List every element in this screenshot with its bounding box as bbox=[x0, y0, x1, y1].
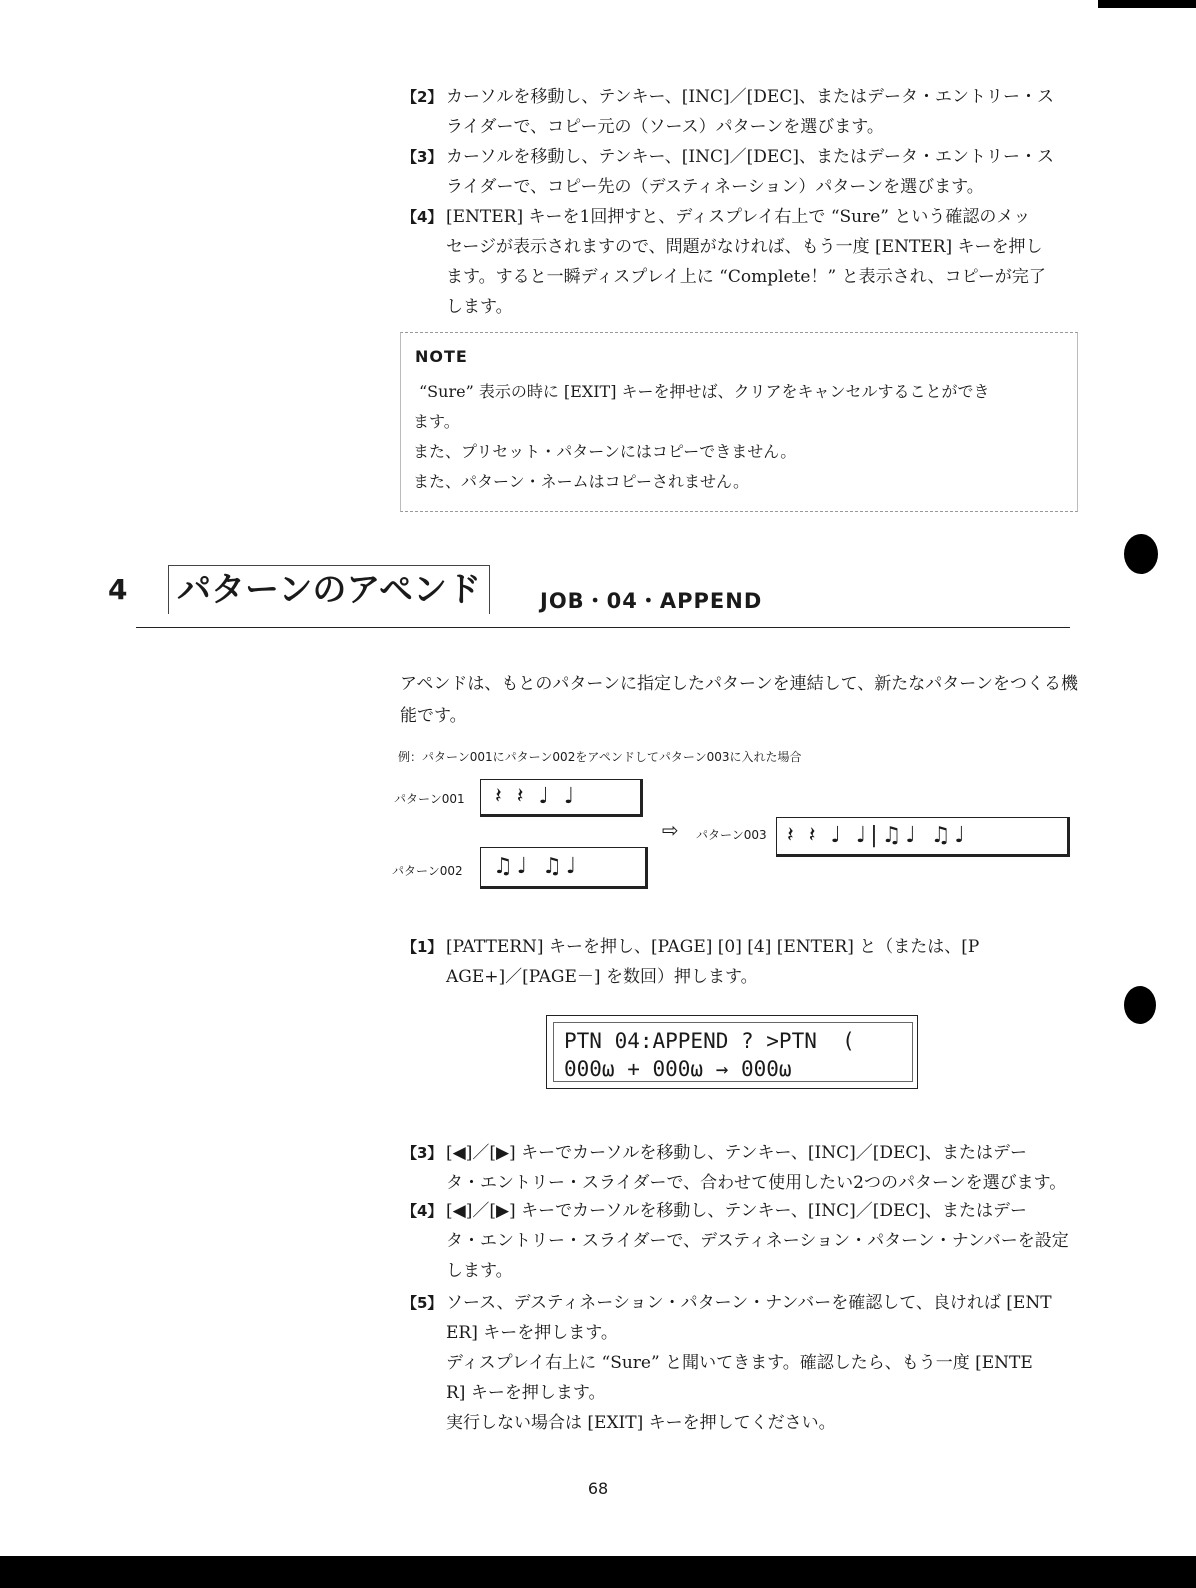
note-line: ます。 bbox=[413, 412, 460, 431]
step-text-line: ます。すると一瞬ディスプレイ上に “Complete！” と表示され、コピーが完了 bbox=[446, 267, 1046, 287]
pattern-002-label: パターン002 bbox=[392, 864, 463, 878]
example-caption: 例：パターン001にパターン002をアペンドしてパターン003に入れた場合 bbox=[398, 750, 802, 764]
note-box bbox=[400, 332, 1078, 512]
pattern-003-label: パターン003 bbox=[696, 828, 767, 842]
step-text-line: 実行しない場合は [EXIT] キーを押してください。 bbox=[446, 1413, 836, 1433]
section-subtitle: JOB・04・APPEND bbox=[540, 589, 763, 613]
intro-line: 能です。 bbox=[400, 706, 467, 726]
lcd-screen bbox=[553, 1022, 913, 1082]
note-line: “Sure” 表示の時に [EXIT] キーを押せば、クリアをキャンセルすることができ bbox=[419, 382, 990, 401]
pattern-003-notes: 𝄽 𝄽 ♩ ♩|♫♩ ♫♩ bbox=[787, 823, 969, 848]
step-text-line: [PATTERN] キーを押し、[PAGE] [0] [4] [ENTER] と（または、[P bbox=[446, 937, 980, 957]
step-text-line: [ENTER] キーを1回押すと、ディスプレイ右上で “Sure” という確認のメッ bbox=[446, 207, 1031, 227]
step-text-line: [◀]／[▶] キーでカーソルを移動し、テンキー、[INC]／[DEC]、またはデー bbox=[446, 1143, 1028, 1163]
step-text-line: タ・エントリー・スライダーで、合わせて使用したい2つのパターンを選びます。 bbox=[446, 1173, 1067, 1193]
step-text-line: カーソルを移動し、テンキー、[INC]／[DEC]、またはデータ・エントリー・ス bbox=[446, 147, 1054, 167]
intro-paragraph bbox=[400, 668, 1076, 732]
step-text-line: ソース、デスティネーション・パターン・ナンバーを確認して、良ければ [ENT bbox=[446, 1293, 1052, 1313]
lcd-row-1: PTN 04:APPEND ? >PTN ( bbox=[564, 1029, 855, 1053]
step-text-line: カーソルを移動し、テンキー、[INC]／[DEC]、またはデータ・エントリー・ス bbox=[446, 87, 1054, 107]
step-text-line: ライダーで、コピー先の（デスティネーション）パターンを選びます。 bbox=[446, 177, 984, 197]
pattern-002-box bbox=[480, 847, 648, 889]
step-2 bbox=[402, 82, 1082, 142]
step-1 bbox=[402, 932, 1082, 992]
section-title: パターンのアペンド bbox=[168, 565, 490, 614]
step-5-bottom bbox=[402, 1288, 1082, 1438]
section-rule bbox=[136, 627, 1070, 628]
step-3-bottom bbox=[402, 1138, 1082, 1198]
pattern-002-notes: ♫♩ ♫♩ bbox=[493, 854, 581, 879]
step-text-line: R] キーを押します。 bbox=[446, 1383, 606, 1403]
intro-line: アペンドは、もとのパターンに指定したパターンを連結して、新たなパターンをつくる機 bbox=[400, 674, 1078, 694]
step-number: 【2】 bbox=[402, 88, 443, 106]
step-number: 【4】 bbox=[402, 1202, 443, 1220]
pattern-001-box bbox=[480, 779, 643, 817]
step-text-line: します。 bbox=[446, 1261, 513, 1281]
step-4 bbox=[402, 202, 1082, 322]
step-text-line: AGE+]／[PAGE－] を数回）押します。 bbox=[446, 967, 758, 987]
binder-hole-mark bbox=[1124, 534, 1158, 574]
step-4-bottom bbox=[402, 1196, 1082, 1286]
step-text-line: セージが表示されますので、問題がなければ、もう一度 [ENTER] キーを押し bbox=[446, 237, 1043, 257]
pattern-003-box bbox=[776, 817, 1070, 857]
step-text-line: タ・エントリー・スライダーで、デスティネーション・パターン・ナンバーを設定 bbox=[446, 1231, 1069, 1251]
corner-mark bbox=[1098, 0, 1196, 8]
step-number: 【1】 bbox=[402, 938, 443, 956]
binder-hole-mark bbox=[1124, 986, 1156, 1024]
note-line: また、パターン・ネームはコピーされません。 bbox=[413, 472, 750, 491]
step-text-line: ディスプレイ右上に “Sure” と聞いてきます。確認したら、もう一度 [ENTE bbox=[446, 1353, 1033, 1373]
lcd-display bbox=[546, 1015, 918, 1089]
arrow-icon: ⇨ bbox=[662, 818, 679, 842]
step-number: 【3】 bbox=[402, 1144, 443, 1162]
pattern-001-notes: 𝄽 𝄽 ♩ ♩ bbox=[495, 784, 579, 809]
note-title: NOTE bbox=[415, 347, 468, 366]
page-number: 68 bbox=[587, 1479, 609, 1498]
step-number: 【5】 bbox=[402, 1294, 443, 1312]
lcd-row-2: 000ω + 000ω → 000ω bbox=[564, 1057, 792, 1081]
section-number: 4 bbox=[108, 573, 128, 606]
step-number: 【4】 bbox=[402, 208, 443, 226]
pattern-001-label: パターン001 bbox=[394, 792, 465, 806]
note-line: また、プリセット・パターンにはコピーできません。 bbox=[413, 442, 797, 461]
scan-bottom-bar bbox=[0, 1556, 1196, 1588]
step-text-line: します。 bbox=[446, 297, 513, 317]
step-text-line: ライダーで、コピー元の（ソース）パターンを選びます。 bbox=[446, 117, 884, 137]
step-text-line: ER] キーを押します。 bbox=[446, 1323, 618, 1343]
step-3 bbox=[402, 142, 1082, 202]
step-text-line: [◀]／[▶] キーでカーソルを移動し、テンキー、[INC]／[DEC]、またはデー bbox=[446, 1201, 1028, 1221]
step-number: 【3】 bbox=[402, 148, 443, 166]
